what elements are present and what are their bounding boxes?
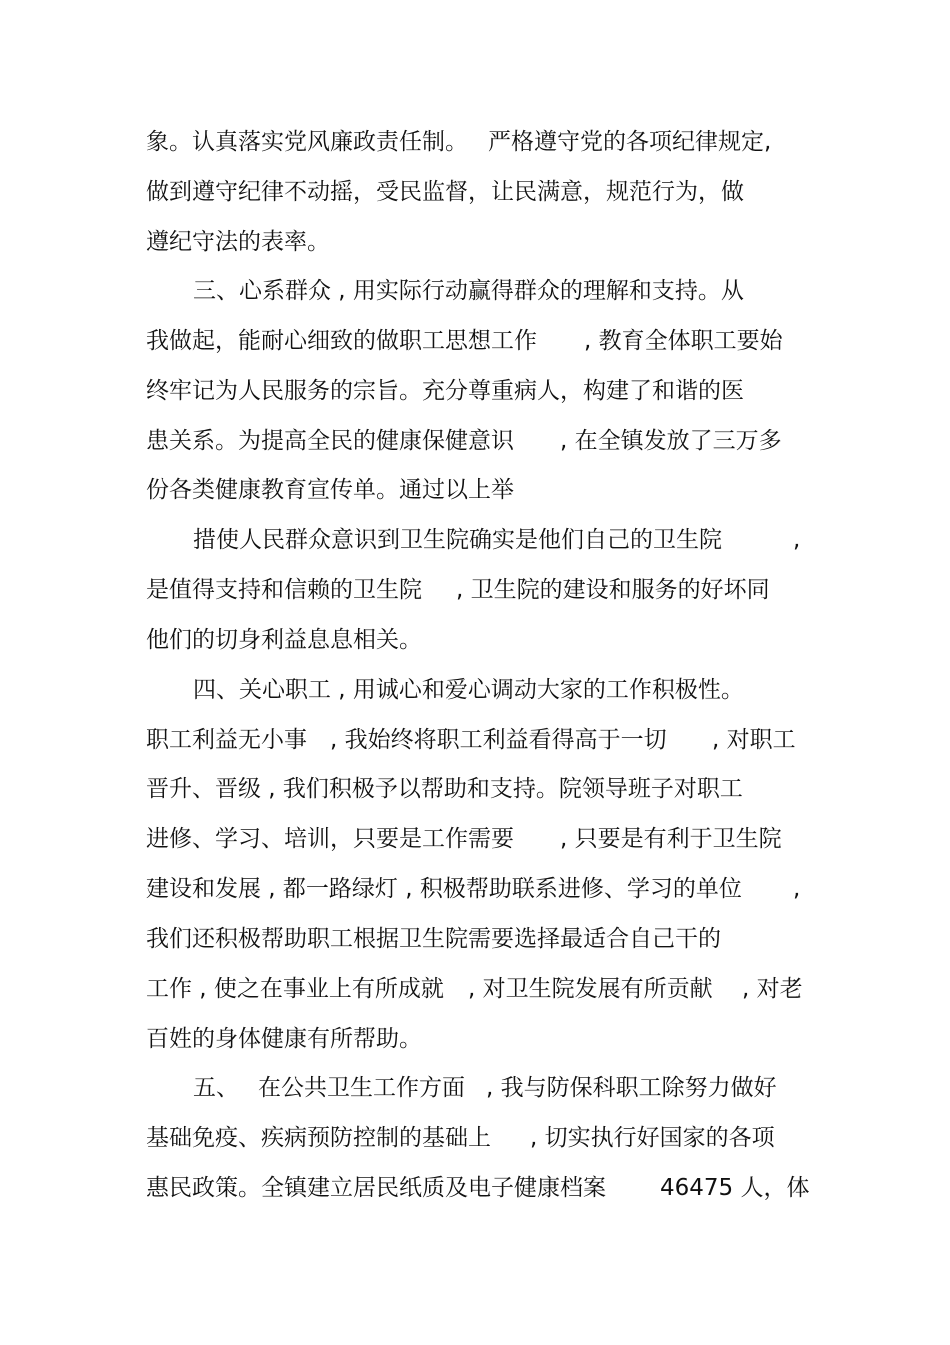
text-line-16 (0, 869, 950, 909)
text-line-6 (0, 371, 950, 411)
text-segment: 工作 , 使之在事业上有所成就 (146, 976, 444, 1002)
text-line-22 (0, 1168, 950, 1208)
text-segment: , 对职工 (712, 727, 796, 753)
text-line-7 (0, 421, 950, 461)
text-segment: , 卫生院的建设和服务的好坏同 (456, 577, 770, 603)
text-line-12 (0, 670, 950, 710)
text-line-19 (0, 1019, 950, 1059)
text-segment: 三、心系群众 , 用实际行动赢得群众的理解和支持。从 (193, 278, 744, 304)
text-line-17 (0, 919, 950, 959)
text-segment: 我们还积极帮助职工根据卫生院需要选择最适合自己干的 (146, 926, 721, 952)
text-segment: 四、关心职工 , 用诚心和爱心调动大家的工作积极性。 (193, 677, 744, 703)
text-segment: , (793, 527, 801, 553)
text-segment: 遵纪守法的表率。 (146, 229, 330, 255)
text-segment: , 对老 (742, 976, 803, 1002)
text-line-15 (0, 819, 950, 859)
text-segment: 在公共卫生工作方面 (258, 1075, 465, 1101)
text-line-8 (0, 470, 950, 510)
text-segment: 46475 人，体 (660, 1175, 810, 1201)
text-line-18 (0, 969, 950, 1009)
text-line-2 (0, 172, 950, 212)
text-segment: , 切实执行好国家的各项 (530, 1125, 775, 1151)
text-segment: 终牢记为人民服务的宗旨。充分尊重病人，构建了和谐的医 (146, 378, 744, 404)
text-segment: , (793, 876, 801, 902)
text-line-13 (0, 720, 950, 760)
text-segment: 惠民政策。全镇建立居民纸质及电子健康档案 (146, 1175, 606, 1201)
text-segment: , 我与防保科职工除努力做好 (486, 1075, 777, 1101)
text-line-4 (0, 271, 950, 311)
text-line-21 (0, 1118, 950, 1158)
text-segment: 我做起，能耐心细致的做职工思想工作 (146, 328, 537, 354)
text-segment: 百姓的身体健康有所帮助。 (146, 1026, 422, 1052)
text-segment: 进修、学习、培训，只要是工作需要 (146, 826, 514, 852)
text-segment: 措使人民群众意识到卫生院确实是他们自己的卫生院 (193, 527, 722, 553)
text-segment: 建设和发展 , 都一路绿灯 , 积极帮助联系进修、学习的单位 (146, 876, 742, 902)
text-segment: 严格遵守党的各项纪律规定, (488, 129, 772, 155)
text-line-5 (0, 321, 950, 361)
text-line-14 (0, 769, 950, 809)
text-line-1 (0, 122, 950, 162)
text-segment: , 只要是有利于卫生院 (560, 826, 782, 852)
text-line-3 (0, 222, 950, 262)
text-segment: , 我始终将职工利益看得高于一切 (330, 727, 667, 753)
text-segment: , 对卫生院发展有所贡献 (468, 976, 713, 1002)
text-segment: 他们的切身利益息息相关。 (146, 627, 422, 653)
text-segment: 晋升、晋级 , 我们积极予以帮助和支持。院领导班子对职工 (146, 776, 743, 802)
text-line-11 (0, 620, 950, 660)
text-segment: , 教育全体职工要始 (584, 328, 783, 354)
text-segment: 患关系。为提高全民的健康保健意识 (146, 428, 514, 454)
text-line-9 (0, 520, 950, 560)
text-segment: 象。认真落实党风廉政责任制。 (146, 129, 468, 155)
text-segment: 份各类健康教育宣传单。通过以上举 (146, 477, 514, 503)
text-segment: 五、 (193, 1075, 239, 1101)
text-line-10 (0, 570, 950, 610)
text-line-20 (0, 1068, 950, 1108)
text-segment: 职工利益无小事 (146, 727, 307, 753)
text-segment: , 在全镇发放了三万多 (560, 428, 782, 454)
text-segment: 做到遵守纪律不动摇，受民监督，让民满意，规范行为，做 (146, 179, 744, 205)
text-segment: 基础免疫、疾病预防控制的基础上 (146, 1125, 491, 1151)
text-segment: 是值得支持和信赖的卫生院 (146, 577, 422, 603)
